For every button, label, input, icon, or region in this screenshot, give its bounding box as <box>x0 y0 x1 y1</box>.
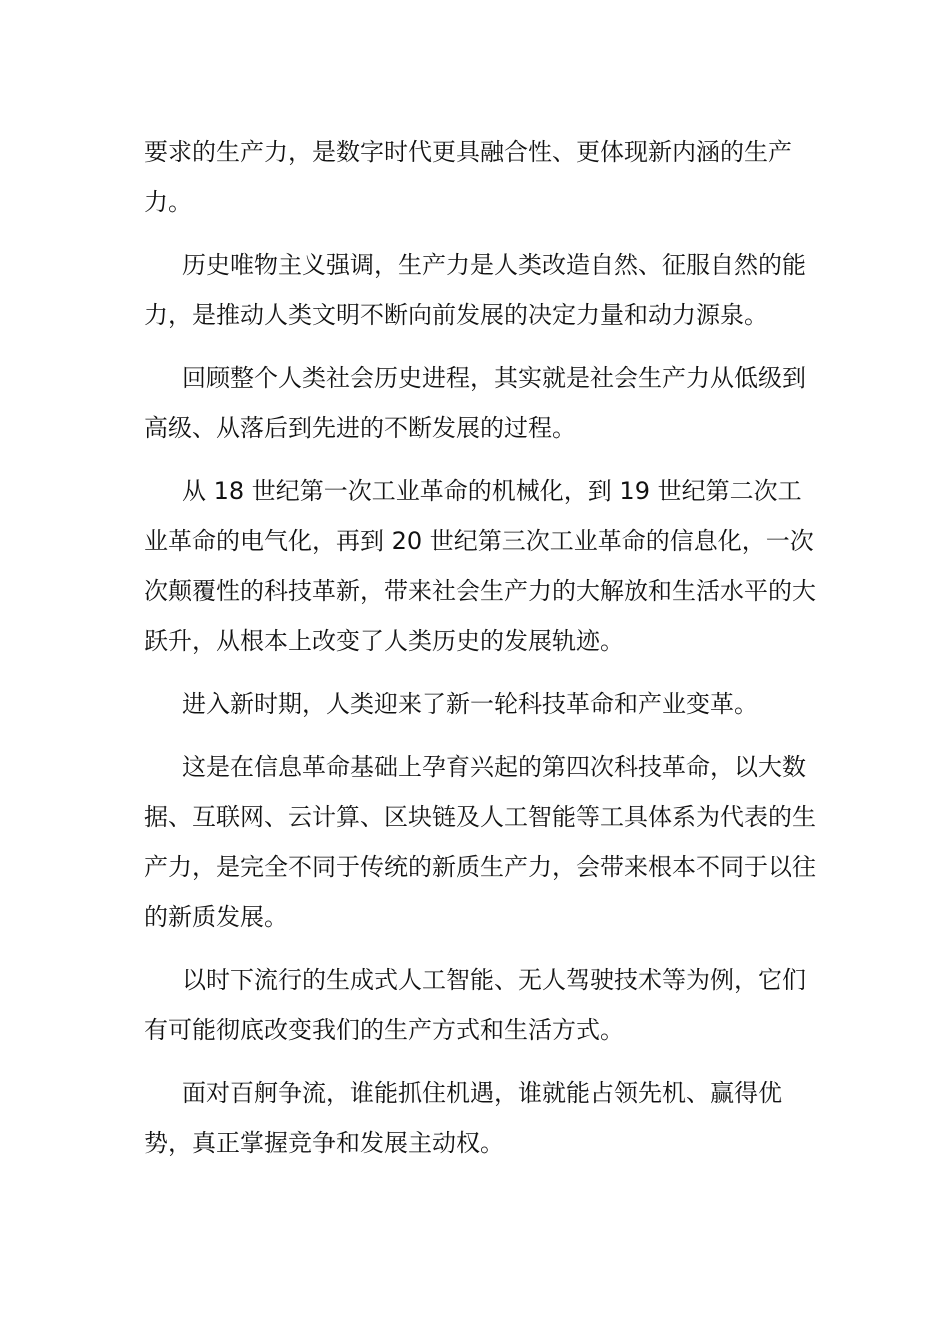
paragraph-4: 从 18 世纪第一次工业革命的机械化，到 19 世纪第二次工业革命的电气化，再到 20 世纪第三次工业革命的信息化，一次次颠覆性的科技革新，带来社会生产力的大解放和生活水平的大跃升，从根本上改变了人类历史的发展轨迹。 <box>144 477 816 655</box>
document-body <box>144 127 824 1181</box>
paragraph-6: 这是在信息革命基础上孕育兴起的第四次科技革命，以大数据、互联网、云计算、区块链及人工智能等工具体系为代表的生产力，是完全不同于传统的新质生产力，会带来根本不同于以往的新质发展。 <box>144 753 816 931</box>
paragraph-7: 以时下流行的生成式人工智能、无人驾驶技术等为例，它们有可能彻底改变我们的生产方式和生活方式。 <box>144 966 806 1044</box>
paragraph-2: 历史唯物主义强调，生产力是人类改造自然、征服自然的能力，是推动人类文明不断向前发展的决定力量和动力源泉。 <box>144 251 806 329</box>
paragraph-3: 回顾整个人类社会历史进程，其实就是社会生产力从低级到高级、从落后到先进的不断发展的过程。 <box>144 364 806 442</box>
paragraph-8: 面对百舸争流，谁能抓住机遇，谁就能占领先机、赢得优势，真正掌握竞争和发展主动权。 <box>144 1079 782 1157</box>
paragraph-1: 要求的生产力，是数字时代更具融合性、更体现新内涵的生产力。 <box>144 138 792 216</box>
paragraph-5: 进入新时期，人类迎来了新一轮科技革命和产业变革。 <box>182 690 758 718</box>
